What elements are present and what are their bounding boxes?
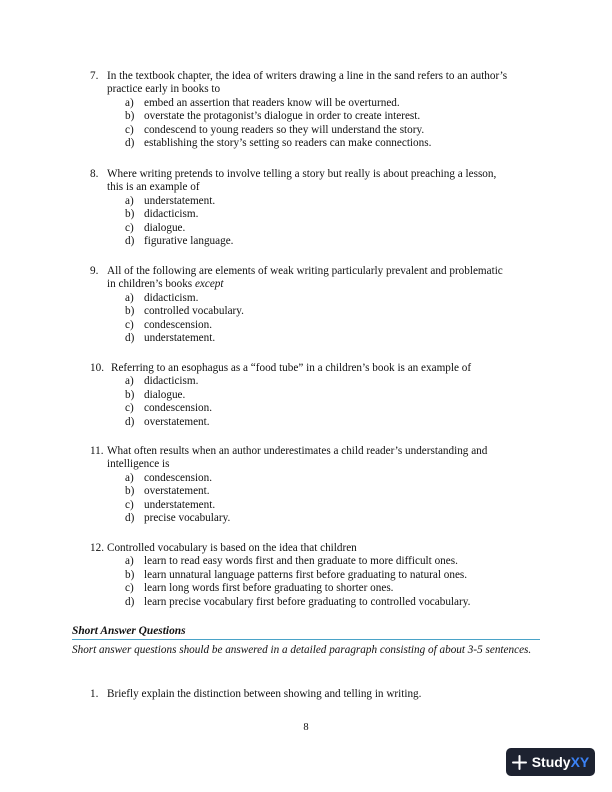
page-number: 8 [303, 722, 309, 733]
question-text: Controlled vocabulary is based on the idea that children [107, 542, 357, 554]
option-d: d) learn precise vocabulary first before graduating to controlled vocabulary. [125, 595, 471, 608]
plus-icon [512, 755, 527, 770]
brand-text-xy: XY [570, 754, 590, 770]
question-text: Briefly explain the distinction between showing and telling in writing. [107, 688, 422, 700]
question-stem [90, 362, 550, 375]
option-list [90, 195, 550, 249]
question-stem [90, 445, 550, 472]
question-number: 12. [90, 542, 104, 554]
option-d: d) precise vocabulary. [125, 512, 231, 525]
option-d: d) overstatement. [125, 415, 210, 428]
question-number: 7. [90, 70, 99, 82]
question-7 [90, 70, 550, 150]
question-11 [90, 445, 550, 525]
question-number: 1. [90, 688, 99, 700]
option-d: d) establishing the story’s setting so readers can make connections. [125, 137, 432, 150]
question-text: Where writing pretends to involve telling a story but really is about preaching a lesson, this is an example of [107, 168, 497, 194]
option-list [90, 292, 550, 346]
option-c: c) dialogue. [125, 221, 186, 234]
question-stem [90, 688, 550, 701]
brand-text-study: Study [531, 754, 571, 770]
option-b: b) overstate the protagonist’s dialogue in order to create interest. [125, 110, 421, 123]
option-d: d) understatement. [125, 332, 216, 345]
option-list [90, 555, 550, 609]
question-text: In the textbook chapter, the idea of writers drawing a line in the sand refers to an author’s practice early in books to [107, 70, 508, 96]
option-a: a) understatement. [125, 194, 216, 207]
option-list [90, 472, 550, 526]
question-text: What often results when an author underestimates a child reader’s understanding and intelligence is [107, 445, 488, 471]
option-c: c) condescension. [125, 402, 213, 415]
option-list [90, 375, 550, 429]
option-b: b) controlled vocabulary. [125, 305, 244, 318]
question-number: 10. [90, 362, 104, 374]
question-10 [90, 362, 550, 429]
option-a: a) embed an assertion that readers know will be overturned. [125, 96, 400, 109]
short-answer-question-1 [90, 688, 550, 701]
question-number: 8. [90, 168, 99, 180]
option-c: c) condescend to young readers so they will understand the story. [125, 123, 425, 136]
option-a: a) didacticism. [125, 291, 199, 304]
studyxy-badge[interactable] [506, 748, 595, 776]
section-description: Short answer questions should be answered in a detailed paragraph consisting of about 3-5 sentences. [72, 644, 532, 656]
option-c: c) condescension. [125, 318, 213, 331]
emphasis-except: except [194, 278, 224, 291]
question-stem [90, 265, 550, 292]
question-8 [90, 168, 550, 248]
option-a: a) didacticism. [125, 375, 199, 388]
option-c: c) learn long words first before graduating to shorter ones. [125, 582, 394, 595]
question-number: 9. [90, 265, 99, 277]
question-stem [90, 542, 550, 555]
question-text: Referring to an esophagus as a “food tube” in a children’s book is an example of [111, 362, 472, 374]
option-c: c) understatement. [125, 498, 216, 511]
option-b: b) learn unnatural language patterns first before graduating to natural ones. [125, 568, 468, 581]
question-stem [90, 168, 550, 195]
question-12 [90, 542, 550, 609]
question-text: All of the following are elements of weak writing particularly prevalent and problematic in children’s books except [107, 265, 503, 291]
option-b: b) dialogue. [125, 388, 186, 401]
section-title: Short Answer Questions [72, 625, 540, 640]
question-9 [90, 265, 550, 345]
question-stem [90, 70, 550, 97]
option-a: a) learn to read easy words first and then graduate to more difficult ones. [125, 555, 458, 568]
option-b: b) didacticism. [125, 208, 199, 221]
option-d: d) figurative language. [125, 235, 234, 248]
option-list [90, 97, 550, 151]
option-b: b) overstatement. [125, 485, 210, 498]
question-number: 11. [90, 445, 104, 457]
option-a: a) condescension. [125, 471, 213, 484]
